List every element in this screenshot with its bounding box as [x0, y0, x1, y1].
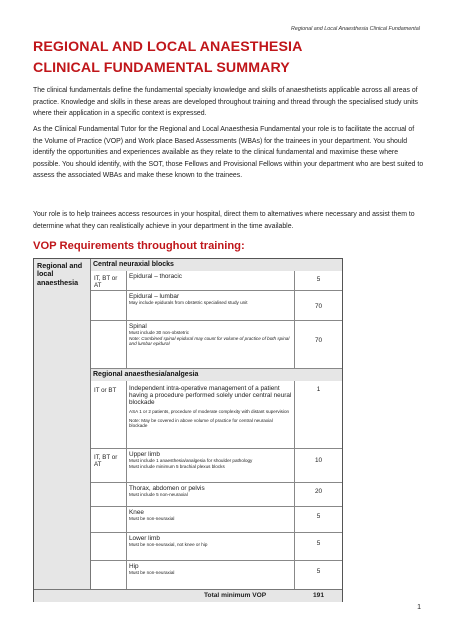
- table-row: [91, 271, 342, 291]
- table-row: [91, 533, 342, 561]
- table-row: [91, 561, 342, 589]
- table-row: [91, 321, 342, 369]
- row-title: Lower limb: [129, 535, 160, 542]
- row-value: 5: [316, 568, 321, 575]
- row-title: Epidural – thoracic: [129, 273, 182, 280]
- row-value: 5: [316, 513, 321, 520]
- left-header: Regional and local anaesthesia: [37, 261, 83, 287]
- row-subtext: Must include 5 non-neuraxial: [129, 492, 188, 497]
- row-value: 70: [314, 337, 323, 344]
- table-left-column: [34, 259, 91, 601]
- row-title: Upper limb: [129, 451, 160, 458]
- row-note: Note: May be covered in above volume of practice for central neuraxial blockade: [129, 417, 273, 429]
- section-heading: VOP Requirements throughout training:: [33, 240, 245, 252]
- regional-levels-1: IT or BT: [94, 387, 117, 394]
- row-value: 20: [314, 488, 323, 495]
- page-number: 1: [417, 604, 421, 611]
- row-value: 70: [314, 303, 323, 310]
- row-subtext: ASA 1 or 2 patients, procedure of moderate complexity with distant supervision: [129, 409, 290, 414]
- row-subtext: Must be non-neuraxial: [129, 570, 175, 575]
- regional-levels-2: IT, BT or AT: [94, 454, 118, 469]
- total-label: Total minimum VOP: [204, 592, 267, 599]
- row-subtext: Must include 1 anaesthesia/analgesia for shoulder pathology: [129, 458, 253, 463]
- row-value: 1: [316, 386, 321, 393]
- title-line-1: REGIONAL AND LOCAL ANAESTHESIA: [33, 39, 303, 55]
- page-title: [33, 37, 302, 79]
- row-note: Note: Combined spinal epidural may count for volume of practice of both spinal and lumbar epidural: [129, 335, 290, 347]
- row-title: Spinal: [129, 323, 147, 330]
- table-row: [91, 381, 342, 449]
- row-subtext: Must be non-neuraxial, not knee or hip: [129, 542, 208, 547]
- vop-table: [33, 258, 343, 602]
- row-subtext: Must be non-neuraxial: [129, 516, 175, 521]
- regional-header: Regional anaesthesia/analgesia: [91, 369, 342, 381]
- intro-paragraph: The clinical fundamentals define the fundamental specialty knowledge and skills of anaesthetists applicable across all areas of practice. Knowledge and skills in these areas are developed throughout training and thread through the specialised study units where their application in a specific context is expressed.: [33, 87, 418, 117]
- title-line-2: CLINICAL FUNDAMENTAL SUMMARY: [33, 60, 290, 76]
- role-paragraph: As the Clinical Fundamental Tutor for the Regional and Local Anaesthesia Fundamental your role is to facilitate the accrual of the Volume of Practice (VOP) and Work place Based Assessments (WBAs) for the trainees in your department. You should identify the opportunities and experiences available as they relate to the clinical fundamental and maximise these where possible. You should identify, with the SOT, those Fellows and Provisional Fellows within your department who are best suited to assess the associated WBAs and make these known to the trainees.: [33, 126, 424, 179]
- row-value: 5: [316, 276, 321, 283]
- table-row: [91, 291, 342, 321]
- total-value: 191: [312, 592, 324, 599]
- row-subtext: May include epidurals from obstetric specialised study unit: [129, 300, 248, 305]
- row-title: Thorax, abdomen or pelvis: [129, 485, 205, 492]
- table-right-area: [91, 259, 342, 601]
- central-neuraxial-header: Central neuraxial blocks: [91, 259, 342, 271]
- row-value: 10: [314, 457, 323, 464]
- central-levels: IT, BT or AT: [94, 275, 118, 290]
- row-title: Independent intra-operative management of a patient having a procedure performed solely under central neural blockade: [129, 385, 292, 406]
- total-row: [34, 589, 342, 602]
- table-row: [91, 507, 342, 533]
- row-title: Epidural – lumbar: [129, 293, 180, 300]
- table-row: [91, 483, 342, 507]
- running-header: Regional and Local Anaesthesia Clinical Fundamental: [291, 26, 420, 32]
- row-subtext: Must include 30 non-obstetric: [129, 330, 190, 335]
- resources-paragraph: Your role is to help trainees access resources in your hospital, direct them to alternatives where necessary and assist them to determine what they can realistically achieve in your department in the time available.: [33, 211, 415, 230]
- table-row: [91, 449, 342, 483]
- row-value: 5: [316, 540, 321, 547]
- row-title: Hip: [129, 563, 139, 570]
- row-title: Knee: [129, 509, 144, 516]
- row-subtext-2: Must include minimum 5 brachial plexus blocks: [129, 463, 225, 469]
